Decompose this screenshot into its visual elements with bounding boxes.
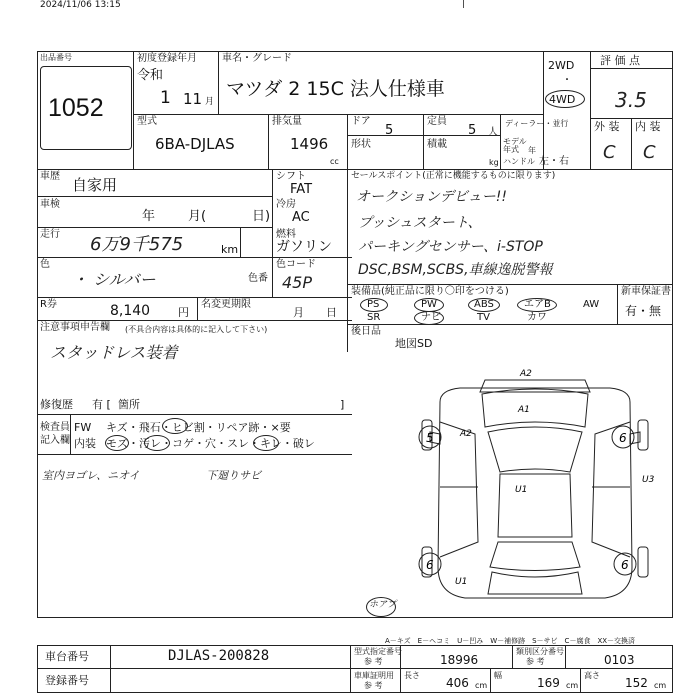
diagram-label-u3: U3 <box>642 475 655 485</box>
length-value: 406 <box>446 676 469 690</box>
equip-airbag[interactable]: エアB <box>524 299 551 310</box>
inspector-note-2: 下廻りサビ <box>206 469 261 482</box>
equip-aw[interactable]: AW <box>583 299 600 310</box>
color-label: 色 <box>40 259 50 270</box>
history-label: 車歴 <box>40 171 60 182</box>
length-unit: cm <box>475 681 488 690</box>
new-warranty-value: 有・無 <box>625 304 662 318</box>
ext-label: 外 装 <box>594 120 620 133</box>
doors-value: 5 <box>385 123 394 138</box>
equip-pw[interactable]: PW <box>421 299 437 310</box>
notes-value: スタッドレス装着 <box>50 343 178 362</box>
diagram-label-a2-side: A2 <box>460 429 472 439</box>
model-year-unit: 年 <box>528 146 536 155</box>
diagram-label-u1-side: U1 <box>455 577 468 587</box>
equip-leather[interactable]: カワ <box>527 312 547 323</box>
type-designation-label-1: 型式指定番号 <box>354 647 402 656</box>
name-change-day: 日 <box>326 306 337 319</box>
repair-close: ] <box>340 398 345 411</box>
recycle-unit: 円 <box>178 306 189 319</box>
drive-sep: ・ <box>562 75 572 86</box>
first-reg-label: 初度登録年月 <box>137 53 197 64</box>
equip-tv[interactable]: TV <box>477 312 490 323</box>
aircon-label: 冷房 <box>276 199 296 210</box>
repair-suffix: 箇所 <box>118 398 140 411</box>
notes-sub: (不具合内容は具体的に記入して下さい) <box>125 325 268 334</box>
inspector-label-1: 検査員 <box>40 422 70 433</box>
recycle-label: R券 <box>40 299 57 310</box>
rear-items-label: 後日品 <box>351 326 381 337</box>
score-value: 3.5 <box>615 88 647 112</box>
inspector-note-1: 室内ヨゴレ、ニオイ <box>42 469 140 482</box>
repair-value: 有 [ <box>92 398 111 411</box>
mileage-unit: km <box>221 243 239 256</box>
name-change-month: 月 <box>293 306 304 319</box>
diagram-label-a1: A1 <box>518 405 530 415</box>
shift-label: シフト <box>276 171 306 182</box>
aircon-value: AC <box>292 210 310 225</box>
first-reg-month-unit: 月 <box>205 97 215 107</box>
color-code-label: 色コード <box>276 259 316 270</box>
new-warranty-label: 新車保証書 <box>621 286 671 297</box>
inspector-circle-1 <box>162 418 188 434</box>
vehicle-label: 車名・グレード <box>222 53 292 64</box>
history-value: 自家用 <box>72 176 118 194</box>
vehicle-name: マツダ 2 15C 法人仕様車 <box>226 78 445 100</box>
timestamp: 2024/11/06 13:15 <box>40 0 121 10</box>
height-label: 高さ <box>584 671 600 680</box>
equipment-label: 装備品(純正品に限り〇印をつける) <box>351 286 509 297</box>
int-label: 内 装 <box>635 120 661 133</box>
model-label: 型式 <box>137 116 157 127</box>
sales-label: セールスポイント(正常に機能するものに限ります) <box>351 171 556 181</box>
score-label: 評 価 点 <box>600 54 640 67</box>
handle-value: 左・右 <box>539 156 569 167</box>
equip-ps[interactable]: PS <box>367 299 380 310</box>
inspector-interior: 内装 <box>74 437 96 450</box>
dims-label-1: 車庫証明用 <box>354 671 394 680</box>
name-change-label: 名変更期限 <box>201 299 251 310</box>
diagram-label-a2-front: A2 <box>520 369 532 379</box>
dims-label-2: 参 考 <box>364 681 383 690</box>
category-label-1: 類別区分番号 <box>516 647 564 656</box>
width-unit: cm <box>566 681 579 690</box>
type-designation-value: 18996 <box>440 653 479 667</box>
height-unit: cm <box>654 681 667 690</box>
dealer-label: ディーラー・並行 <box>505 119 569 128</box>
inspector-circle-4 <box>253 435 279 451</box>
first-reg-month: 11 <box>183 90 203 108</box>
fuel-label: 燃料 <box>276 229 296 240</box>
lot-number: 1052 <box>48 94 104 122</box>
int-value: C <box>643 142 656 163</box>
first-reg-year: 1 <box>160 88 171 108</box>
mileage-label: 走行 <box>40 229 60 240</box>
inspection-day: 日) <box>252 209 271 224</box>
shape-label: 形状 <box>351 139 371 150</box>
ext-value: C <box>603 142 616 163</box>
sales-line-2: プッシュスタート、 <box>358 215 482 231</box>
displacement-label: 排気量 <box>272 116 302 127</box>
width-value: 169 <box>537 676 560 690</box>
inspection-label: 車検 <box>40 199 60 210</box>
chassis-value: DJLAS-200828 <box>168 648 270 664</box>
car-damage-diagram <box>400 362 670 622</box>
length-label: 長さ <box>404 671 420 680</box>
inspection-month: 月( <box>188 209 207 224</box>
capacity-value: 5 <box>468 123 477 138</box>
capacity-unit: 人 <box>488 127 498 138</box>
inspector-row-1: キズ・飛石・ヒビ割・リペア跡・×要 <box>106 421 291 434</box>
sales-line-4: DSC,BSM,SCBS,車線逸脱警報 <box>358 262 553 278</box>
drive-2wd: 2WD <box>548 59 575 72</box>
reg-number-label: 登録番号 <box>45 674 89 687</box>
diagram-circle-5: 5 <box>426 431 434 445</box>
equip-sr[interactable]: SR <box>367 312 381 323</box>
drive-4wd: 4WD <box>549 93 576 106</box>
category-value: 0103 <box>604 653 635 667</box>
pin-mark: ホアプ <box>369 600 397 610</box>
model-value: 6BA-DJLAS <box>155 135 235 153</box>
first-reg-era: 令和 <box>137 68 164 83</box>
mileage-value: 6万9千575 <box>90 234 184 255</box>
inspector-label-2: 記入欄 <box>40 435 70 446</box>
shift-value: FAT <box>290 182 313 197</box>
chassis-label: 車台番号 <box>45 650 89 663</box>
notes-label: 注意事項申告欄 <box>40 322 110 333</box>
sales-line-3: パーキングセンサー、i-STOP <box>358 239 543 255</box>
rear-items-value: 地図SD <box>395 337 433 350</box>
repair-label: 修復歴 <box>40 398 73 411</box>
diagram-circle-6-rr: 6 <box>621 558 629 572</box>
inspector-fw: FW <box>74 421 92 434</box>
equip-abs[interactable]: ABS <box>474 299 494 310</box>
displacement-unit: cc <box>330 157 339 166</box>
load-unit: kg <box>489 158 499 167</box>
load-label: 積載 <box>427 139 447 150</box>
inspector-circle-2 <box>105 435 129 451</box>
type-designation-label-2: 参 考 <box>364 657 383 666</box>
color-code-value: 45P <box>282 273 313 292</box>
handle-label: ハンドル <box>503 157 535 166</box>
model-year-label: モデル年式 <box>503 137 527 154</box>
fuel-value: ガソリン <box>276 239 332 255</box>
header-mark: | <box>462 0 466 9</box>
damage-legend: A－キズ E－ヘコミ U－凹み W－補修跡 S－サビ C－腐食 XX－交換済 <box>385 637 636 645</box>
inspection-year: 年 <box>142 209 156 224</box>
lot-label: 出品番号 <box>40 53 72 62</box>
diagram-circle-6-fr: 6 <box>619 431 627 445</box>
color-value: ・ シルバー <box>72 270 156 289</box>
color-number-label: 色番 <box>248 273 268 284</box>
width-label: 幅 <box>494 671 502 680</box>
displacement-value: 1496 <box>290 135 329 153</box>
height-value: 152 <box>625 676 648 690</box>
diagram-circle-6-rl: 6 <box>426 558 434 572</box>
equip-navi[interactable]: ナビ <box>421 312 441 323</box>
category-label-2: 参 考 <box>526 657 545 666</box>
capacity-label: 定員 <box>427 116 447 127</box>
recycle-value: 8,140 <box>110 303 151 319</box>
doors-label: ドア <box>351 116 371 127</box>
sales-line-1: オークションデビュー!! <box>356 189 507 205</box>
diagram-label-u1-roof: U1 <box>515 485 528 495</box>
inspector-circle-3 <box>144 435 170 451</box>
inspector-row-2: モズ・汚レ・コゲ・穴・スレ・キレ・破レ <box>106 437 315 450</box>
